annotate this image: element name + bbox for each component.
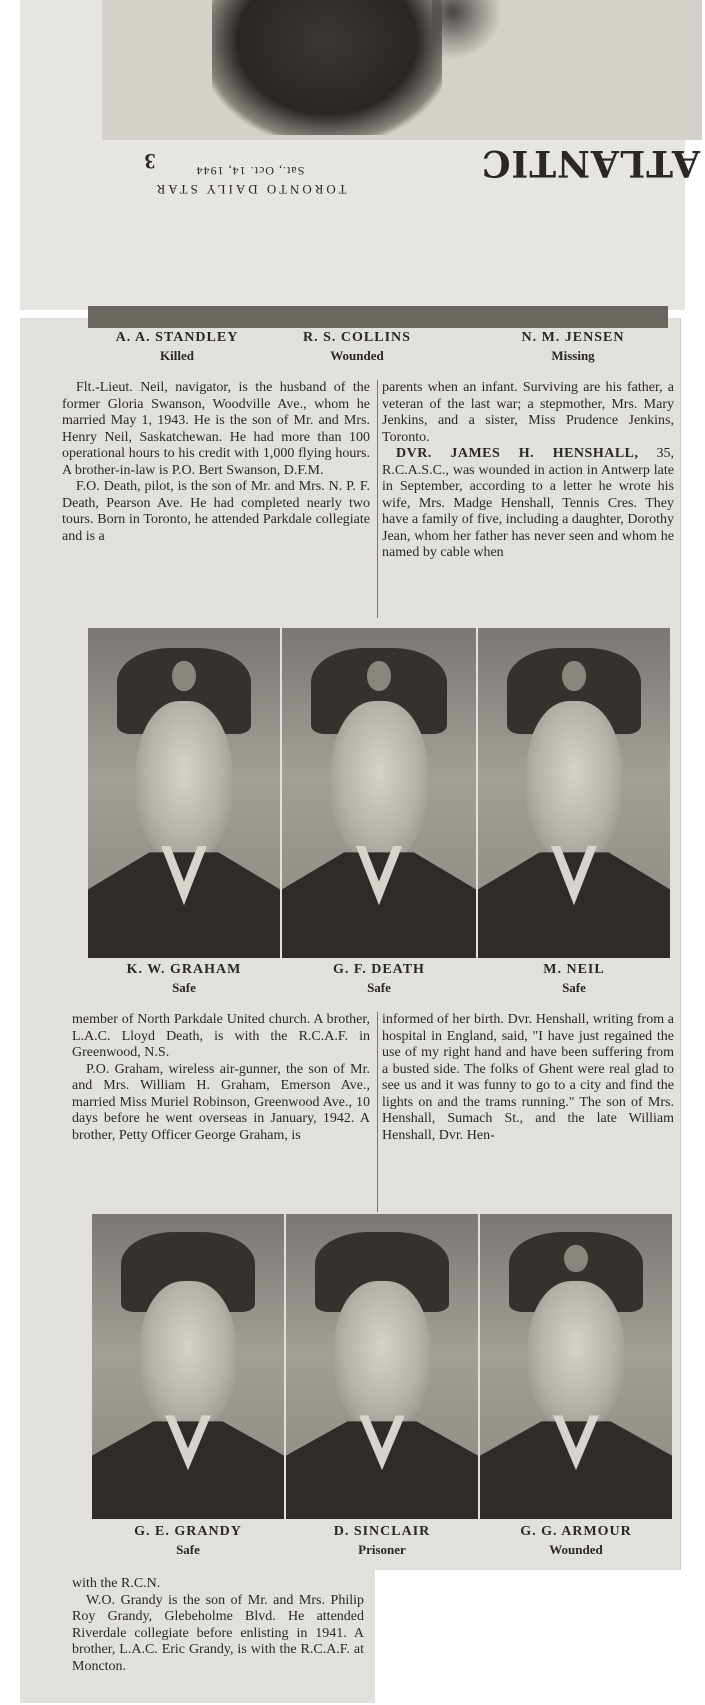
article-column-right-2 — [382, 1012, 674, 1144]
portrait-sinclair — [286, 1214, 478, 1519]
portrait-grandy — [92, 1214, 284, 1519]
paragraph: member of North Parkdale United church. A brother, L.A.C. Lloyd Death, is with the R.C.A.F. in Greenwood, N.S. — [72, 1012, 370, 1060]
caption-status: Safe — [367, 980, 391, 995]
caption-name: A. A. STANDLEY — [115, 330, 239, 345]
portrait-graham — [88, 628, 280, 958]
caption-status: Wounded — [549, 1542, 603, 1557]
caption-sinclair — [286, 1524, 478, 1558]
caption-name: K. W. GRAHAM — [126, 962, 242, 977]
byline-name: DVR. JAMES H. HENSHALL, — [396, 446, 639, 461]
caption-status: Wounded — [330, 348, 384, 363]
paragraph: F.O. Death, pilot, is the son of Mr. and Mrs. N. P. F. Death, Pearson Ave. He had completed nearly two tours. Born in Toronto, he attended Parkdale collegiate and is a — [62, 479, 370, 544]
section-headline: ATLANTIC — [480, 142, 700, 184]
caption-graham — [88, 962, 280, 996]
portrait-armour — [480, 1214, 672, 1519]
caption-armour — [480, 1524, 672, 1558]
caption-status: Safe — [176, 1542, 200, 1557]
paragraph: Flt.-Lieut. Neil, navigator, is the husband of the former Gloria Swanson, Woodville Ave., whom he married May 1, 1943. He is the son of Mr. and Mrs. Henry Neil, Saskatchewan. He had more than 100 operational hours to his credit with 1,000 flying hours. A brother-in-law is P.O. Bert Swanson, D.F.M. — [62, 380, 370, 478]
caption-jensen — [488, 330, 658, 364]
paragraph: DVR. JAMES H. HENSHALL, 35, R.C.A.S.C., was wounded in action in Antwerp late in September, according to a letter he wrote his wife, Mrs. Madge Henshall, Tennis Cres. They have a family of five, including a daughter, Dorothy Jean, whom her father has never seen and whom he named by cable when — [382, 446, 675, 560]
caption-name: R. S. COLLINS — [303, 330, 411, 345]
publication-date: Sat., Oct. 14, 1944 — [195, 164, 305, 178]
caption-status: Safe — [562, 980, 586, 995]
paragraph: informed of her birth. Dvr. Henshall, writing from a hospital in England, said, "I have just regained the use of my right hand and have been suffering from a busted side. The folks of Ghent were real glad to see us and it was funny to go to a city and find the lights on and the trams running." The son of Mrs. Henshall, Sumach St., and the late William Henshall, Dvr. Hen- — [382, 1012, 674, 1143]
caption-status: Safe — [172, 980, 196, 995]
caption-name: M. NEIL — [543, 962, 605, 977]
caption-name: G. G. ARMOUR — [520, 1524, 632, 1539]
portrait-death — [282, 628, 476, 958]
caption-name: N. M. JENSEN — [521, 330, 625, 345]
caption-status: Missing — [551, 348, 595, 363]
masthead-clipping — [20, 0, 700, 310]
article-column-right-1 — [382, 380, 674, 562]
portrait-neil — [478, 628, 670, 958]
paragraph: parents when an infant. Surviving are his father, a veteran of the last war; a stepmother, Mrs. Mary Jenkins, and a sister, Miss Prudence Jenkins, Toronto. — [382, 380, 674, 445]
article-column-left-1 — [62, 380, 370, 545]
caption-standley — [92, 330, 262, 364]
caption-death — [282, 962, 476, 996]
article-column-bottom — [72, 1576, 364, 1675]
column-rule — [377, 1012, 378, 1212]
publication-name: TORONTO DAILY STAR — [153, 182, 347, 197]
article-column-left-2 — [72, 1012, 370, 1144]
caption-name: G. F. DEATH — [333, 962, 425, 977]
caption-status: Killed — [160, 348, 194, 363]
paragraph: W.O. Grandy is the son of Mr. and Mrs. Philip Roy Grandy, Glebeholme Blvd. He attended Riverdale collegiate before enlisting in 1941. A brother, L.A.C. Eric Grandy, is with the R.C.A.F. at Moncton. — [72, 1592, 364, 1674]
caption-grandy — [92, 1524, 284, 1558]
caption-name: D. SINCLAIR — [333, 1524, 431, 1539]
caption-name: G. E. GRANDY — [134, 1524, 242, 1539]
column-rule — [377, 380, 378, 618]
paragraph: with the R.C.N. — [72, 1576, 161, 1591]
photo-strip-edge — [88, 306, 668, 328]
paragraph: P.O. Graham, wireless air-gunner, the son of Mr. and Mrs. William H. Graham, Emerson Ave., married Miss Muriel Robinson, Greenwood Ave., 10 days before he went overseas in January, 1942. A brother, Petty Officer George Graham, is — [72, 1061, 370, 1143]
caption-collins — [272, 330, 442, 364]
caption-neil — [478, 962, 670, 996]
photo-fragment — [102, 0, 702, 140]
caption-status: Prisoner — [358, 1542, 406, 1557]
page-number: 3 — [144, 149, 156, 174]
